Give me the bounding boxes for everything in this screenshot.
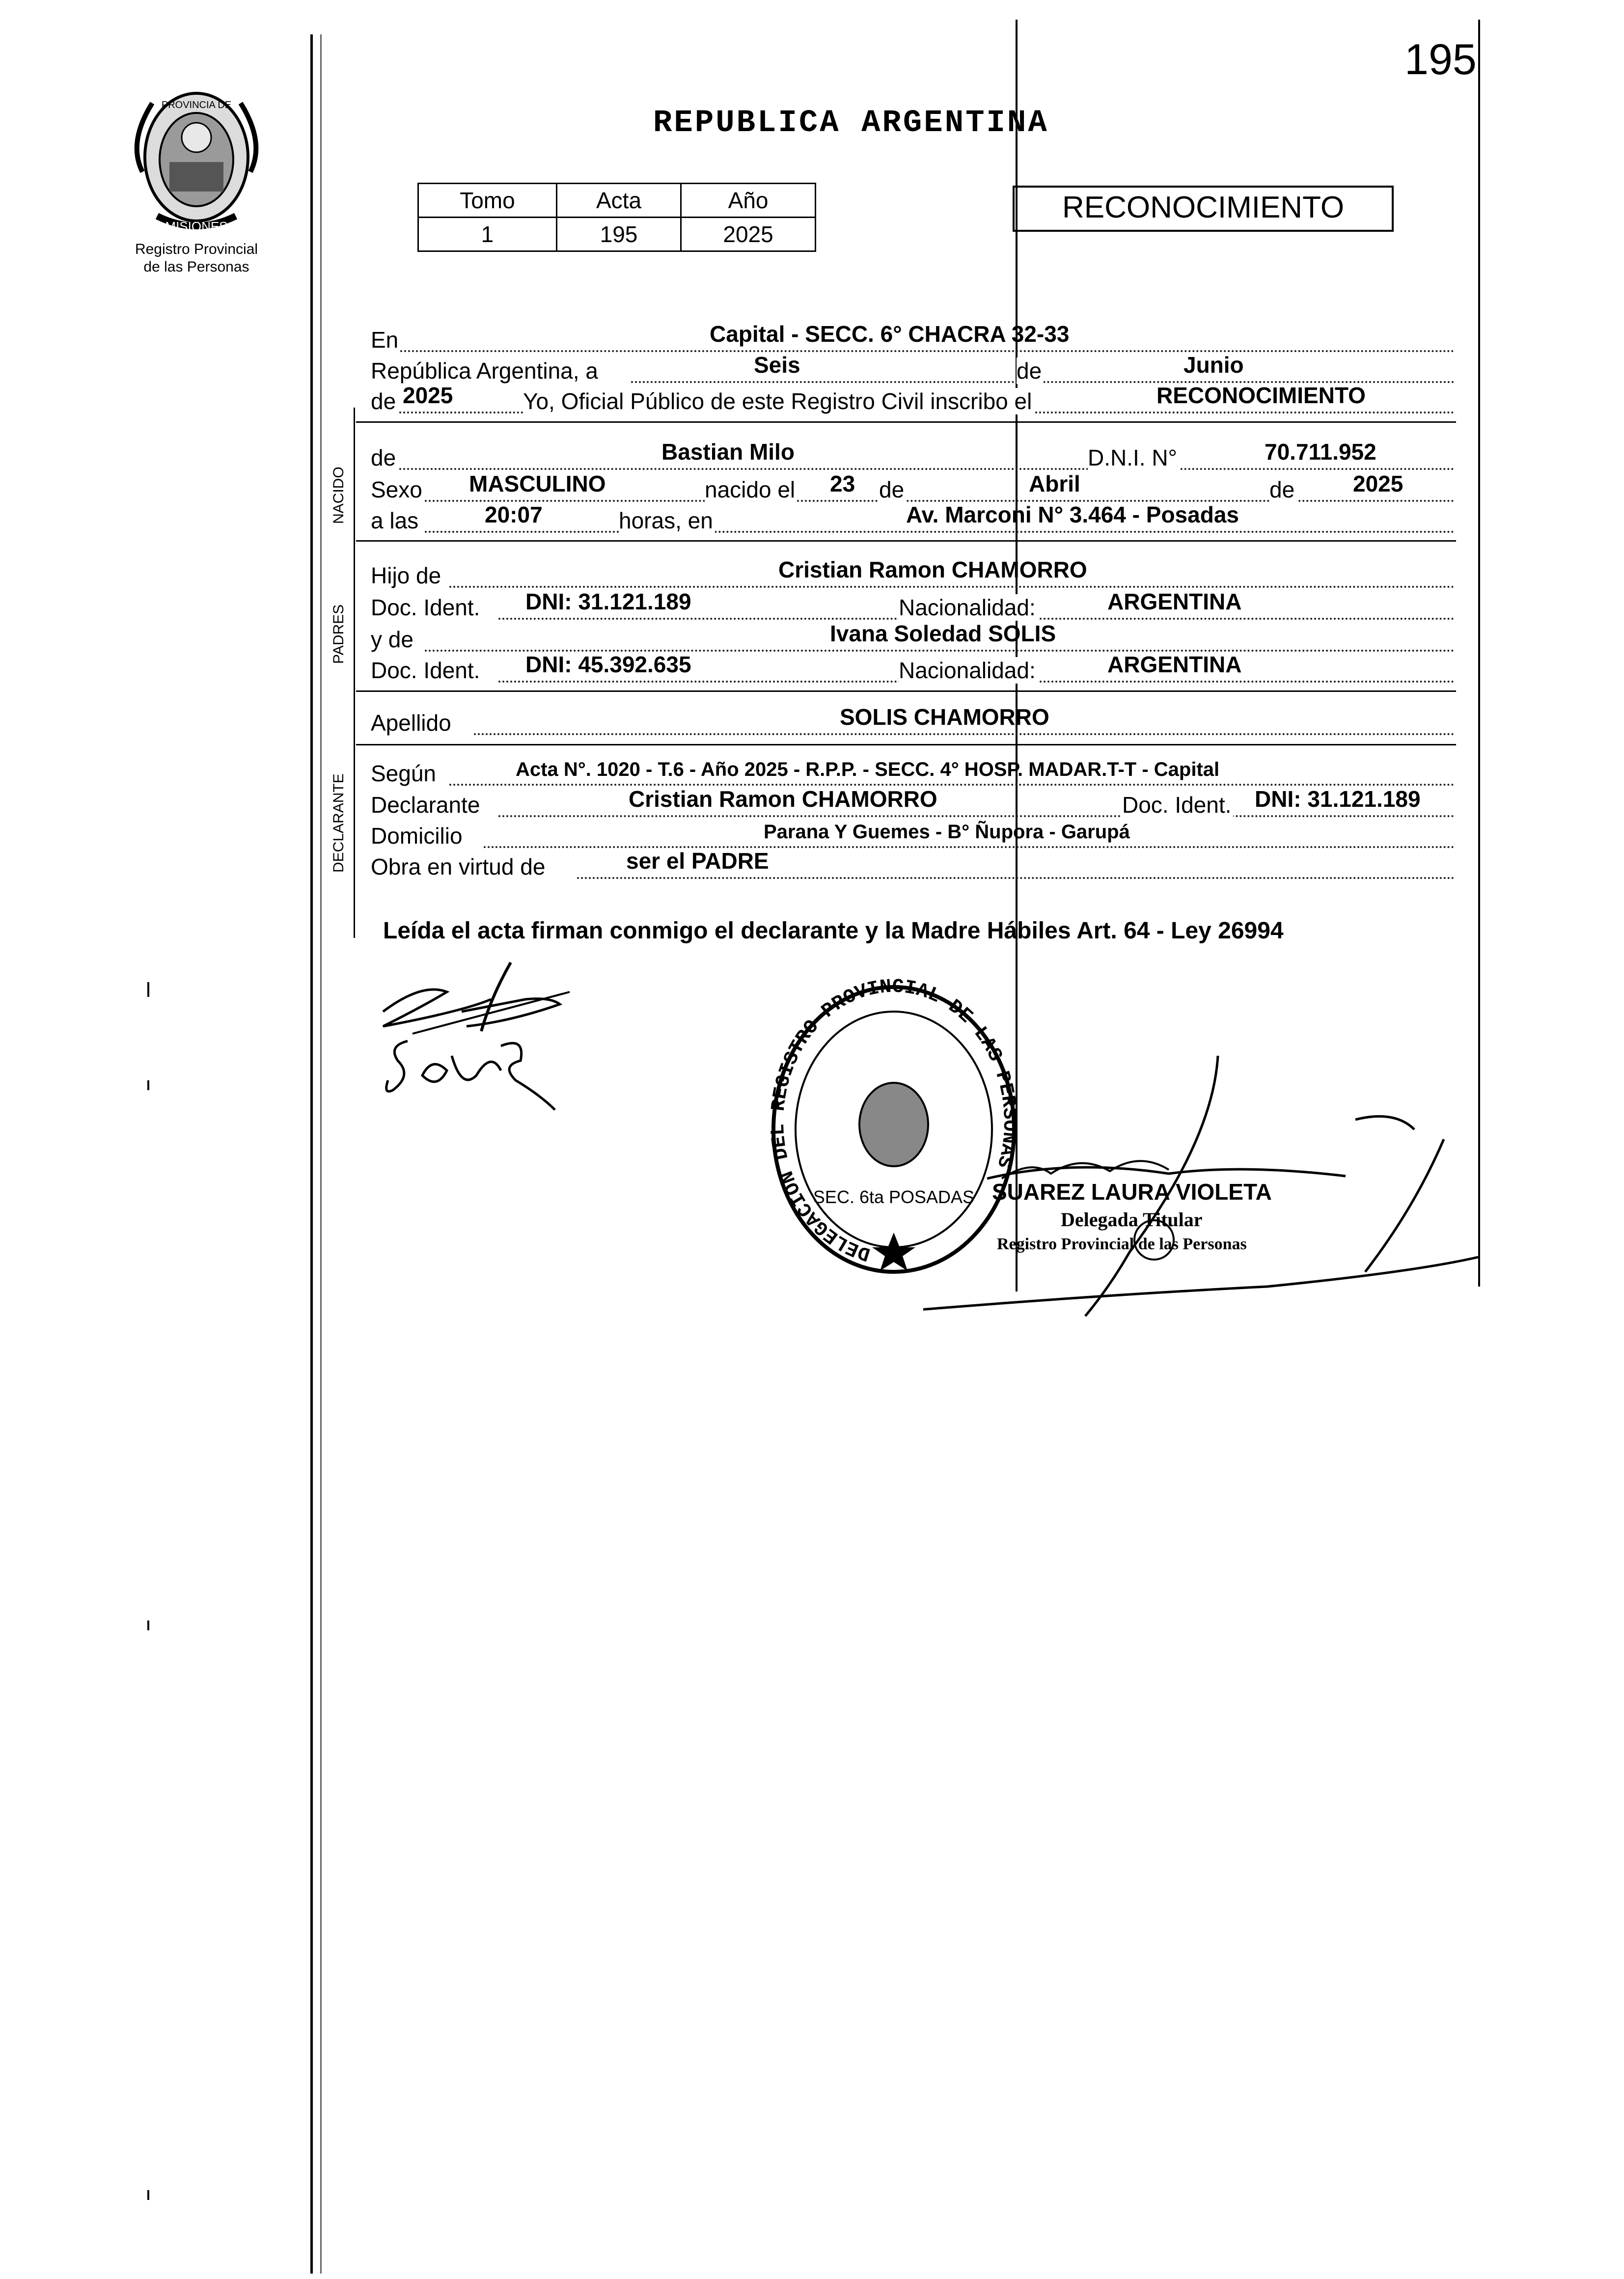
padre-value: Cristian Ramon CHAMORRO <box>778 557 1087 582</box>
padre-doc-label: Doc. Ident. <box>371 594 482 621</box>
sexo-value: MASCULINO <box>469 471 606 496</box>
tomo-header: Tomo <box>418 184 557 218</box>
row-inscribe <box>371 383 1455 417</box>
domicilio-label: Domicilio <box>371 823 465 849</box>
acta-header: Acta <box>556 184 681 218</box>
declarante-value: Cristian Ramon CHAMORRO <box>629 786 937 812</box>
dni-value: 70.711.952 <box>1265 439 1376 465</box>
side-label-declarante: DECLARANTE <box>330 773 347 873</box>
row-madre-doc <box>371 652 1455 686</box>
delegate-office: Registro Provincial de las Personas <box>997 1235 1247 1253</box>
svg-text:DELEGACION DEL REGISTRO PROVIN: DELEGACION DEL REGISTRO PROVINCIAL DE LAS PERSONAS <box>767 977 1020 1265</box>
row-obra <box>371 848 1455 883</box>
inscribe-value: RECONOCIMIENTO <box>1156 383 1366 408</box>
document-title: REPUBLICA ARGENTINA <box>653 106 1049 141</box>
delegate-name: SUAREZ LAURA VIOLETA <box>992 1179 1272 1205</box>
nacido-anio: 2025 <box>1353 471 1404 496</box>
de-label: de <box>1017 357 1044 384</box>
svg-text:MISIONES: MISIONES <box>165 219 228 234</box>
row-en <box>371 321 1455 356</box>
logo-caption: Registro Provincial de las Personas <box>135 241 258 275</box>
record-table <box>417 183 816 252</box>
republica-label: República Argentina, a <box>371 357 600 384</box>
margin-marks <box>147 982 152 2161</box>
domicilio-value: Parana Y Guemes - B° Ñupora - Garupá <box>764 821 1130 843</box>
closing-text: Leída el acta firman conmigo el declarante y la Madre Hábiles Art. 64 - Ley 26994 <box>383 918 1284 944</box>
apellido-value: SOLIS CHAMORRO <box>840 704 1049 730</box>
padre-nacionalidad-value: ARGENTINA <box>1107 589 1242 614</box>
page-number: 195 <box>1404 35 1477 83</box>
record-type-box: RECONOCIMIENTO <box>1013 186 1394 232</box>
row-domicilio <box>371 823 1455 852</box>
sexo-label: Sexo <box>371 476 424 503</box>
inscribe-text: Yo, Oficial Público de este Registro Civil inscribo el <box>523 388 1034 414</box>
anio-value: 2025 <box>403 383 453 408</box>
left-margin-line <box>310 34 313 2274</box>
left-margin-line-2 <box>320 34 322 2274</box>
declarante-doc-value: DNI: 31.121.189 <box>1255 786 1421 812</box>
anio-header: Año <box>681 184 816 218</box>
madre-nacionalidad-label: Nacionalidad: <box>899 657 1038 684</box>
row-declarante <box>371 786 1455 821</box>
dia-value: Seis <box>754 352 800 378</box>
form-left-line <box>354 408 355 938</box>
nombre-value: Bastian Milo <box>661 439 795 465</box>
divider-2 <box>356 540 1456 542</box>
en-label: En <box>371 327 400 353</box>
nacido-mes: Abril <box>1029 471 1080 496</box>
de-nombre-label: de <box>371 444 398 471</box>
madre-value: Ivana Soledad SOLIS <box>830 621 1056 646</box>
nacido-de-label: de <box>879 476 906 503</box>
hijo-de-label: Hijo de <box>371 562 443 589</box>
acta-value: 195 <box>556 218 681 251</box>
dni-label: D.N.I. N° <box>1088 444 1179 471</box>
province-seal-icon <box>123 83 270 236</box>
y-de-label: y de <box>371 626 415 653</box>
apellido-label: Apellido <box>371 710 453 736</box>
de-anio-label: de <box>371 388 398 414</box>
declarante-label: Declarante <box>371 792 482 818</box>
madre-doc-value: DNI: 45.392.635 <box>525 652 691 677</box>
delegate-role: Delegada Titular <box>1061 1208 1203 1231</box>
divider-4 <box>356 744 1456 745</box>
tomo-value: 1 <box>418 218 557 251</box>
a-las-label: a las <box>371 507 420 534</box>
svg-text:SEC. 6ta POSADAS: SEC. 6ta POSADAS <box>813 1187 975 1207</box>
row-segun <box>371 760 1455 790</box>
en-value: Capital - SECC. 6° CHACRA 32-33 <box>710 321 1070 347</box>
row-hijo-de <box>371 557 1455 592</box>
madre-nacionalidad-value: ARGENTINA <box>1107 652 1242 677</box>
lugar-value: Av. Marconi N° 3.464 - Posadas <box>906 502 1239 527</box>
side-label-padres: PADRES <box>330 604 347 664</box>
row-padre-doc <box>371 589 1455 624</box>
madre-doc-label: Doc. Ident. <box>371 657 482 684</box>
side-label-nacido: NACIDO <box>330 467 347 524</box>
svg-text:PROVINCIA DE: PROVINCIA DE <box>161 100 232 110</box>
mother-signature <box>378 1021 584 1115</box>
horas-en-label: horas, en <box>619 507 715 534</box>
obra-value: ser el PADRE <box>626 848 769 874</box>
obra-label: Obra en virtud de <box>371 853 547 880</box>
divider-3 <box>356 690 1456 692</box>
segun-value: Acta N°. 1020 - T.6 - Año 2025 - R.P.P. - SECC. 4° HOSP. MADAR.T-T - Capital <box>516 759 1220 780</box>
divider-1 <box>356 421 1456 423</box>
declarante-doc-label: Doc. Ident. <box>1122 792 1233 818</box>
segun-label: Según <box>371 760 438 787</box>
hora-value: 20:07 <box>485 502 543 527</box>
province-logo <box>123 83 270 236</box>
row-apellido <box>371 704 1455 739</box>
anio-value: 2025 <box>681 218 816 251</box>
nacido-de-label-2: de <box>1269 476 1296 503</box>
mes-value: Junio <box>1184 352 1244 378</box>
nacido-dia: 23 <box>830 471 855 496</box>
padre-doc-value: DNI: 31.121.189 <box>525 589 691 614</box>
row-hora <box>371 502 1455 537</box>
padre-nacionalidad-label: Nacionalidad: <box>899 594 1038 621</box>
nacido-label: nacido el <box>705 476 797 503</box>
row-nombre <box>371 439 1455 474</box>
